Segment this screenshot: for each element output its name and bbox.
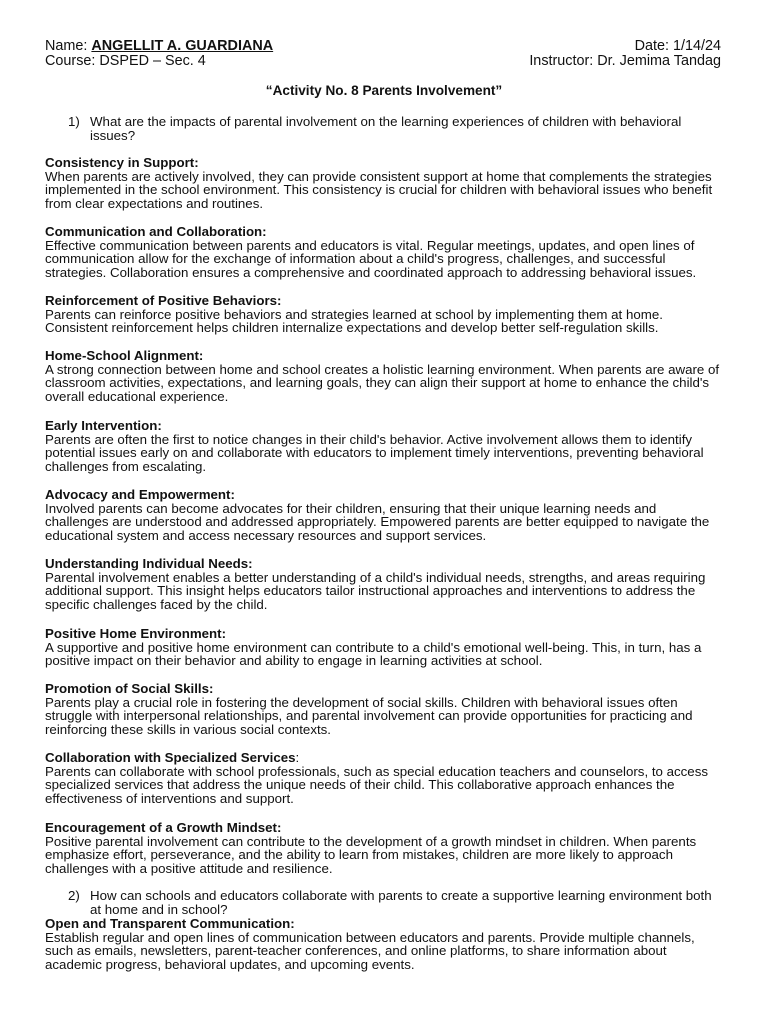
section-body: Parents are often the first to notice changes in their child's behavior. Active involvement allows them to identify potential issues early on and collaborate with educators to implement timely interventions, preventing behavioral challenges from escalating. xyxy=(45,431,704,474)
question-2 xyxy=(68,889,720,916)
section-early-intervention xyxy=(45,419,722,473)
question-text: What are the impacts of parental involvement on the learning experiences of children with behavioral issues? xyxy=(90,114,682,143)
section-social-skills xyxy=(45,682,722,736)
activity-title: “Activity No. 8 Parents Involvement” xyxy=(265,83,503,98)
date: Date: 1/14/24 xyxy=(634,38,721,54)
section-body: Parental involvement enables a better understanding of a child's individual needs, strengths, and areas requiring additional support. This insight helps educators tailor instructional approaches and interventions to address the specific challenges faced by the child. xyxy=(45,569,706,612)
section-heading: Home-School Alignment: xyxy=(45,348,204,363)
section-communication xyxy=(45,225,722,279)
header-row-2 xyxy=(45,54,721,69)
section-heading: Reinforcement of Positive Behaviors: xyxy=(45,293,282,308)
section-body: When parents are actively involved, they can provide consistent support at home that complements the strategies implemented in the school environment. This consistency is crucial for children with behavioral issues who benefit from clear expectations and routines. xyxy=(45,168,713,211)
section-body: Effective communication between parents and educators is vital. Regular meetings, updates, and open lines of communication allow for the exchange of information about a child's progress, challenges, and successful strategies. Collaboration ensures a comprehensive and coordinated approach to addressing behavioral issues. xyxy=(45,237,697,280)
section-body: Establish regular and open lines of communication between educators and parents. Provide multiple channels, such as emails, newsletters, parent-teacher conferences, and online platforms, to share information about academic progress, behavioral updates, and upcoming events. xyxy=(45,929,695,972)
section-open-communication xyxy=(45,917,722,971)
student-name-value: ANGELLIT A. GUARDIANA xyxy=(91,38,274,54)
section-reinforcement xyxy=(45,294,722,335)
question-text: How can schools and educators collaborate with parents to create a supportive learning environment both at home and in school? xyxy=(90,888,712,917)
section-heading: Encouragement of a Growth Mindset: xyxy=(45,820,282,835)
section-home-school xyxy=(45,349,722,403)
section-heading: Collaboration with Specialized Services: xyxy=(45,750,300,765)
section-individual-needs xyxy=(45,557,722,611)
section-body: Positive parental involvement can contribute to the development of a growth mindset in children. When parents emphasize effort, perseverance, and the ability to learn from mistakes, children are more likely to approach challenges with a positive attitude and resilience. xyxy=(45,833,697,876)
section-advocacy xyxy=(45,488,722,542)
course: Course: DSPED – Sec. 4 xyxy=(45,53,206,69)
section-body: A strong connection between home and school creates a holistic learning environment. When parents are aware of classroom activities, expectations, and learning goals, they can align their support at home to enhance the child's overall educational experience. xyxy=(45,361,720,404)
section-heading: Promotion of Social Skills: xyxy=(45,681,214,696)
student-name: Name: ANGELLIT A. GUARDIANA xyxy=(45,38,274,54)
section-body: Parents can reinforce positive behaviors and strategies learned at school by implementing them at home. Consistent reinforcement helps children internalize expectations and develop better self-regulation skills. xyxy=(45,306,663,336)
section-growth-mindset xyxy=(45,821,722,875)
section-body: Parents play a crucial role in fostering the development of social skills. Children with behavioral issues often struggle with interpersonal relationships, and parental involvement can provide opportunities for practicing and reinforcing these skills in various social contexts. xyxy=(45,694,693,737)
question-1 xyxy=(68,115,720,142)
section-heading: Communication and Collaboration: xyxy=(45,224,267,239)
section-heading: Open and Transparent Communication: xyxy=(45,916,295,931)
question-number: 1) xyxy=(68,114,80,129)
section-body: A supportive and positive home environment can contribute to a child's emotional well-being. This, in turn, has a positive impact on their behavior and ability to engage in learning activities at school. xyxy=(45,639,702,669)
instructor: Instructor: Dr. Jemima Tandag xyxy=(529,53,721,69)
section-heading: Positive Home Environment: xyxy=(45,626,227,641)
section-body: Involved parents can become advocates for their children, ensuring that their unique learning needs and challenges are understood and addressed appropriately. Empowered parents are better equipped to navigate the educational system and access necessary resources and support services. xyxy=(45,500,710,543)
header-row-1 xyxy=(45,39,721,54)
section-heading: Consistency in Support: xyxy=(45,155,199,170)
section-heading: Early Intervention: xyxy=(45,418,162,433)
section-heading: Understanding Individual Needs: xyxy=(45,556,253,571)
section-specialized-services xyxy=(45,751,722,805)
section-body: Parents can collaborate with school professionals, such as special education teachers and counselors, to access specialized services that address the unique needs of their child. This collaborative approach enhances the effectiveness of interventions and support. xyxy=(45,763,709,806)
question-number: 2) xyxy=(68,888,80,903)
section-heading: Advocacy and Empowerment: xyxy=(45,487,235,502)
section-consistency xyxy=(45,156,722,210)
section-home-environment xyxy=(45,627,722,668)
